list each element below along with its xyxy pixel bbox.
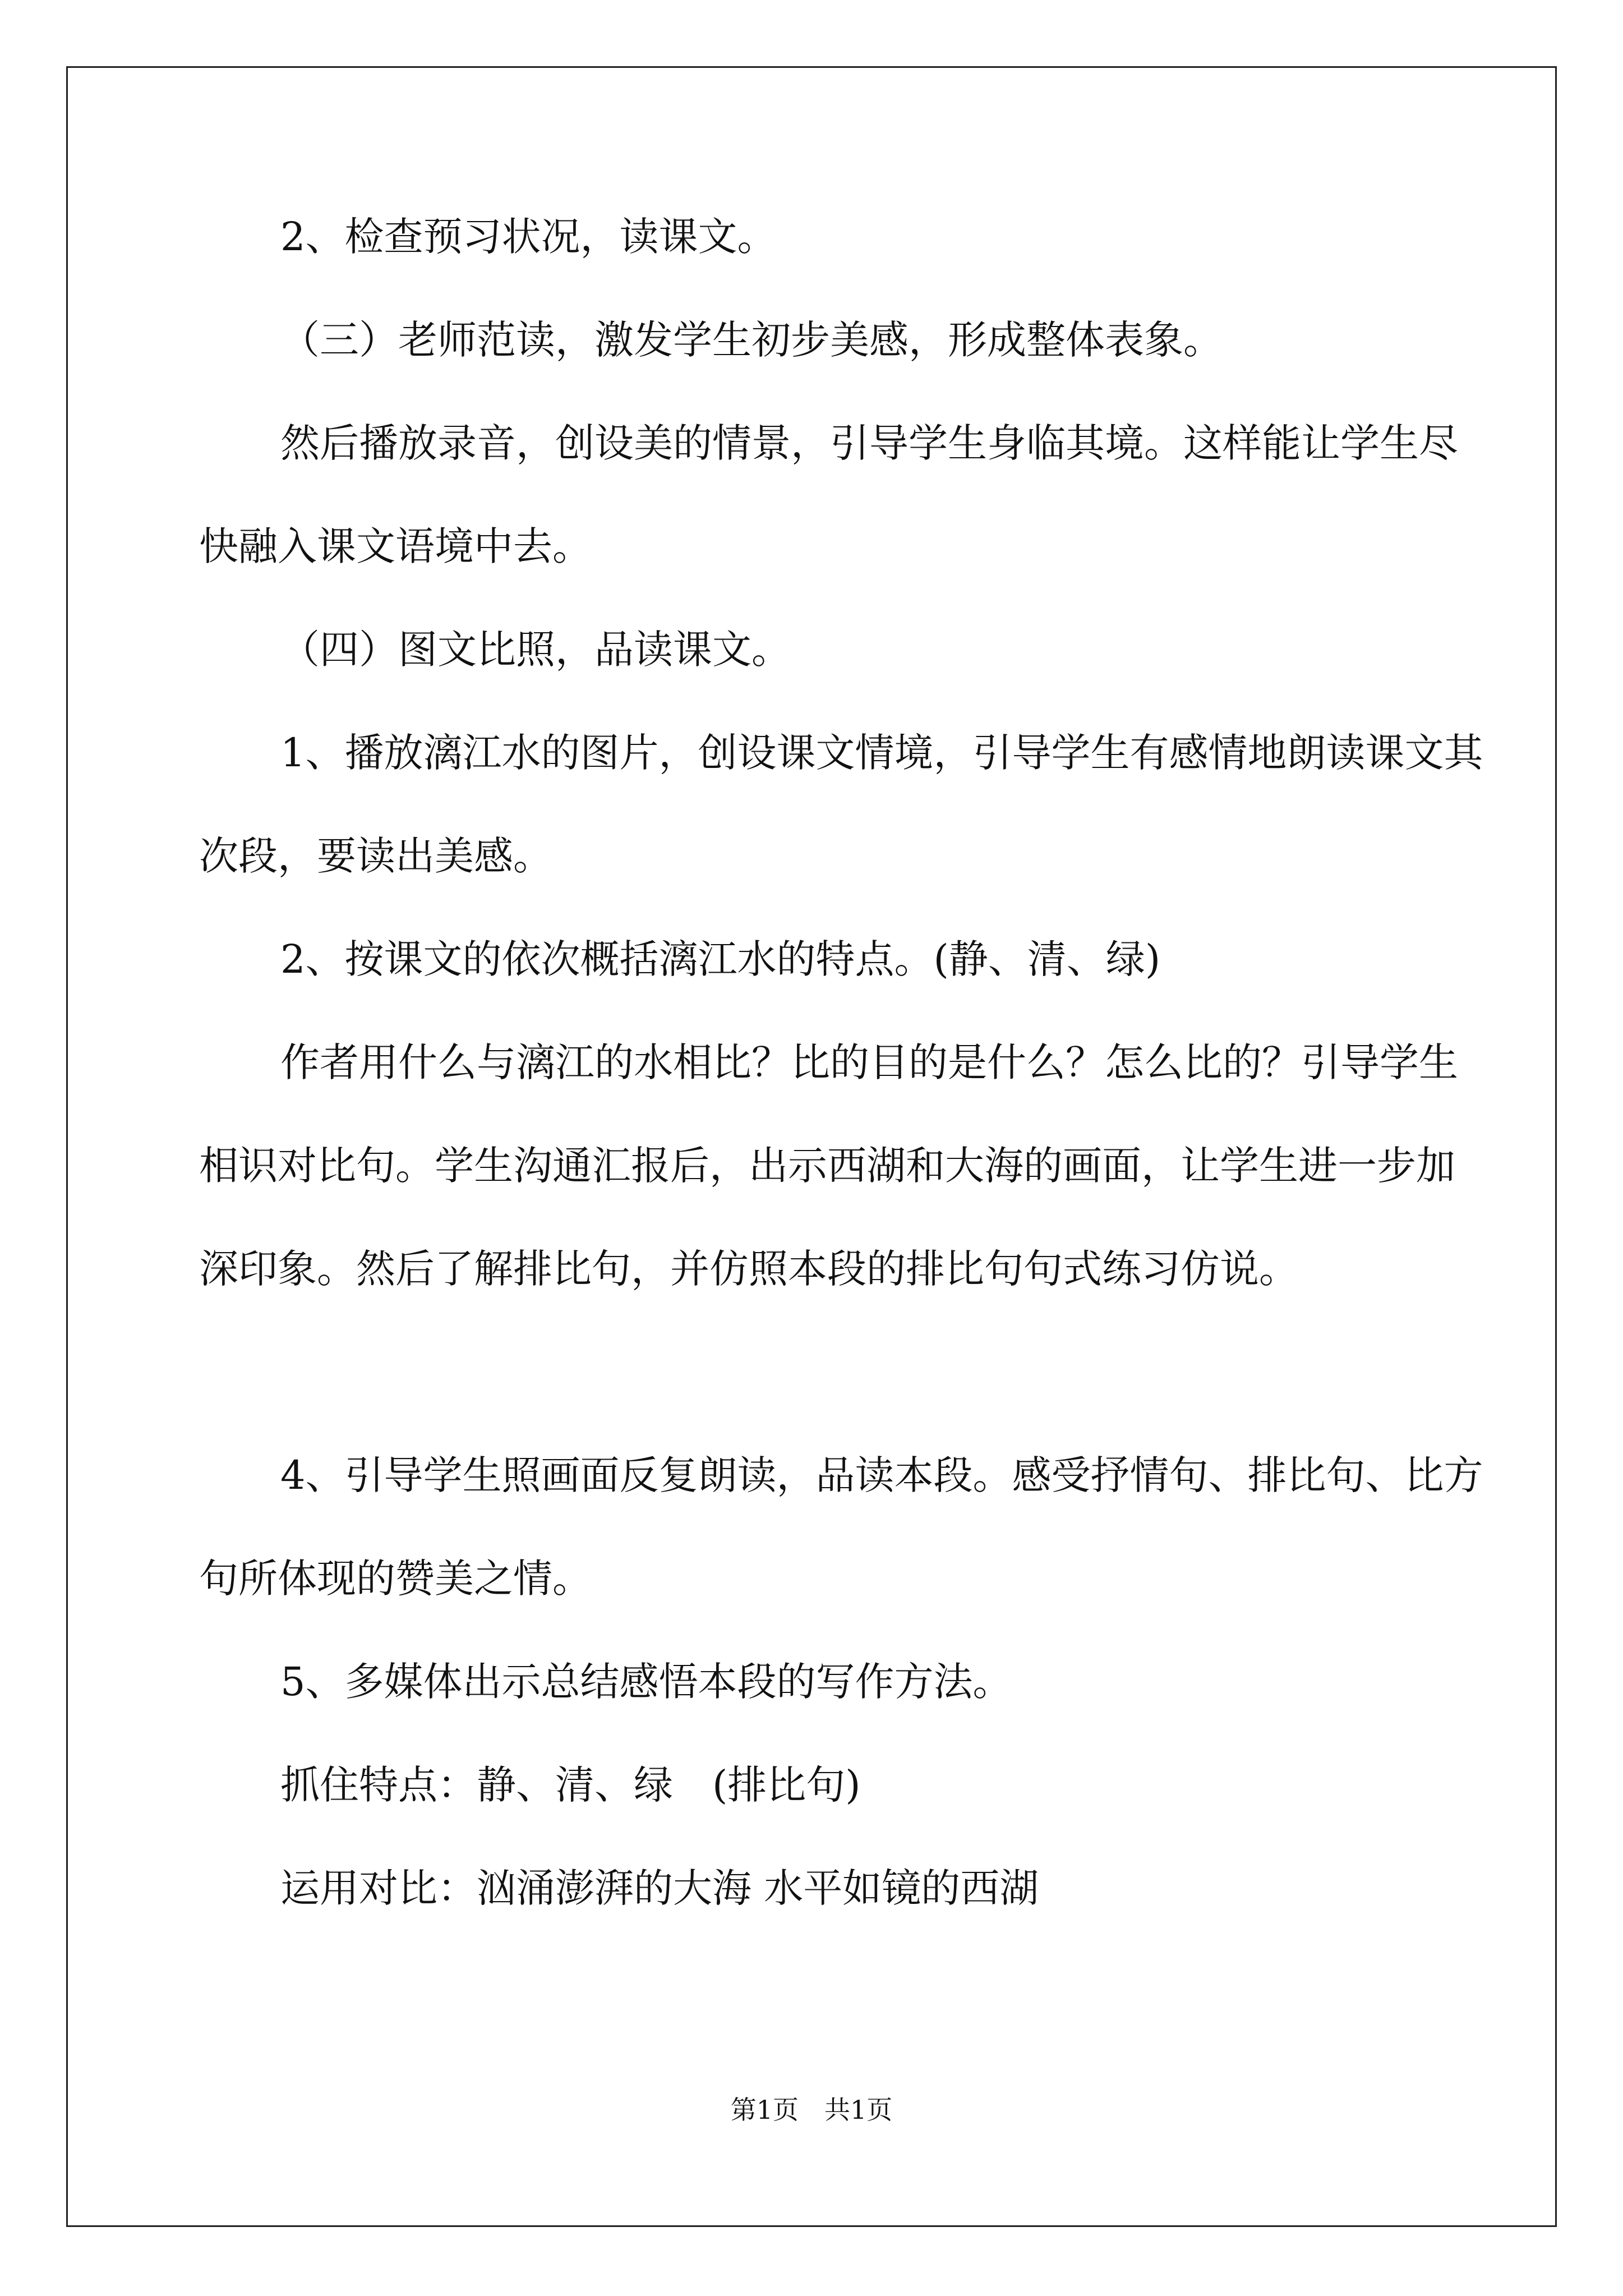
paragraph-1: 2、检查预习状况，读课文。 — [280, 214, 777, 260]
paragraph-2: （三）老师范读，激发学生初步美感，形成整体表象。 — [280, 317, 1223, 363]
paragraph-5: 1、播放漓江水的图片，创设课文情境，引导学生有感情地朗读课文其次段，要读出美感。 — [199, 730, 1483, 879]
paragraph-9: 5、多媒体出示总结感悟本段的写作方法。 — [280, 1659, 1012, 1705]
paragraph-4: （四）图文比照，品读课文。 — [280, 627, 791, 673]
paragraph-8: 4、引导学生照画面反复朗读，品读本段。感受抒情句、排比句、比方句所体现的赞美之情。 — [199, 1452, 1483, 1602]
paragraph-10: 抓住特点：静、清、绿 (排比句) — [280, 1762, 861, 1808]
paragraph-6: 2、按课文的依次概括漓江水的特点。(静、清、绿) — [280, 936, 1161, 982]
paragraph-11: 运用对比：汹涌澎湃的大海 水平如镜的西湖 — [280, 1865, 1039, 1911]
paragraph-3: 然后播放录音，创设美的情景，引导学生身临其境。这样能让学生尽快融入课文语境中去。 — [199, 420, 1458, 569]
page-footer: 第1页 共1页 — [730, 2095, 893, 2125]
paragraph-7: 作者用什么与漓江的水相比？比的目的是什么？怎么比的？引导学生相识对比句。学生沟通汇报后，出示西湖和大海的画面，让学生进一步加深印象。然后了解排比句，并仿照本段的排比句句式练习仿说。 — [199, 1039, 1458, 1292]
